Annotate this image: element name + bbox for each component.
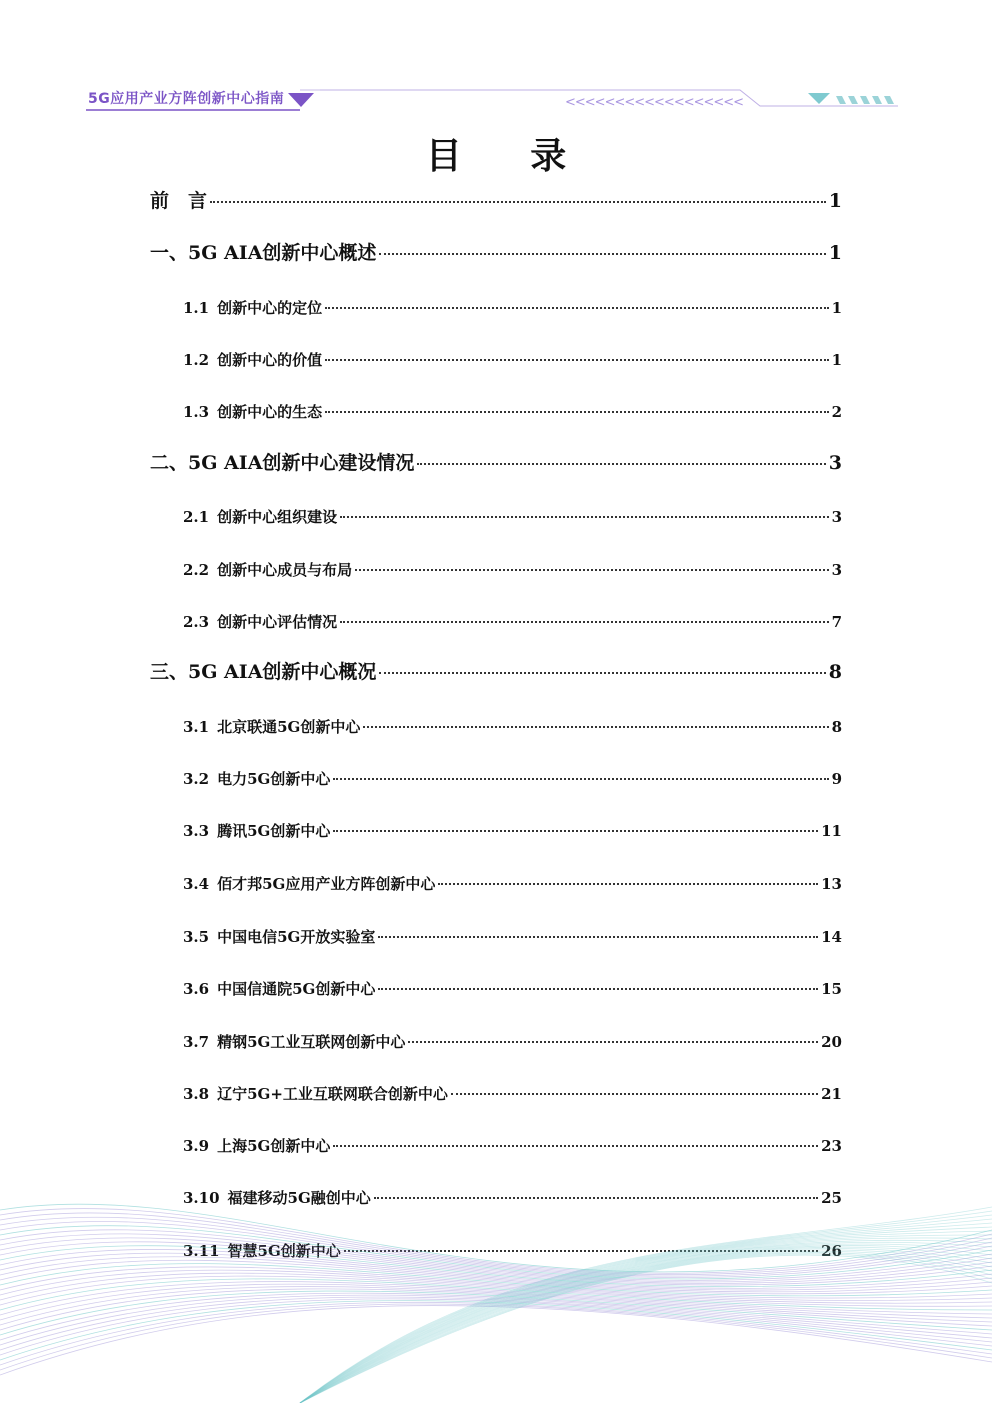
toc-dot-leader xyxy=(333,830,818,832)
toc-dot-leader xyxy=(325,307,828,309)
toc-dot-leader xyxy=(340,516,828,518)
toc-entry[interactable] xyxy=(183,297,842,318)
toc-entry-number: 3.6 xyxy=(183,980,210,998)
toc-entry[interactable] xyxy=(183,401,842,422)
toc-entry-page: 14 xyxy=(821,928,842,946)
toc-entry-page: 2 xyxy=(831,403,842,421)
toc-dot-leader xyxy=(340,621,828,623)
toc-dot-leader xyxy=(363,726,828,728)
triangle-icon-teal xyxy=(808,93,830,104)
toc-entry-page: 3 xyxy=(828,452,842,474)
wave-decoration xyxy=(0,1150,992,1403)
toc-entry-number: 3.1 xyxy=(183,718,210,736)
toc-entry-number: 3.10 xyxy=(183,1189,220,1207)
toc-entry-label: 上海5G创新中心 xyxy=(217,1137,331,1155)
toc-dot-leader xyxy=(379,253,825,255)
toc-dot-leader xyxy=(325,411,828,413)
toc-entry-label: 智慧5G创新中心 xyxy=(227,1242,341,1260)
toc-dot-leader xyxy=(379,672,825,674)
toc-title: 目 录 xyxy=(425,135,595,177)
toc-entry[interactable] xyxy=(183,820,842,841)
toc-entry-page: 9 xyxy=(831,770,842,788)
toc-entry-label: 三、5G AIA创新中心概况 xyxy=(150,661,377,683)
toc-entry-page: 15 xyxy=(821,980,842,998)
toc-dot-leader xyxy=(333,778,828,780)
toc-entry-number: 3.3 xyxy=(183,822,210,840)
toc-entry-page: 21 xyxy=(821,1085,842,1103)
toc-entry[interactable] xyxy=(150,238,842,265)
toc-entry[interactable] xyxy=(183,1031,842,1052)
toc-entry-label: 创新中心组织建设 xyxy=(217,508,338,526)
toc-entry-number: 3.8 xyxy=(183,1085,210,1103)
toc-entry[interactable] xyxy=(150,186,842,213)
toc-entry-page: 3 xyxy=(831,561,842,579)
toc-entry[interactable] xyxy=(150,657,842,684)
toc-entry-page: 1 xyxy=(828,190,842,212)
toc-dot-leader xyxy=(438,883,818,885)
toc-entry[interactable] xyxy=(183,978,842,999)
toc-entry-label: 创新中心的生态 xyxy=(217,403,323,421)
toc-entry-label: 精钢5G工业互联网创新中心 xyxy=(217,1033,406,1051)
toc-entry[interactable] xyxy=(183,506,842,527)
toc-entry-page: 11 xyxy=(821,822,842,840)
toc-entry-page: 1 xyxy=(831,351,842,369)
toc-dot-leader xyxy=(325,359,828,361)
wave-line xyxy=(0,1208,992,1273)
toc-entry-label: 二、5G AIA创新中心建设情况 xyxy=(150,452,415,474)
toc-entry-page: 1 xyxy=(831,299,842,317)
toc-entry-label: 创新中心的价值 xyxy=(217,351,323,369)
toc-entry-page: 25 xyxy=(821,1189,842,1207)
toc-entry-label: 创新中心的定位 xyxy=(217,299,323,317)
toc-entry-page: 23 xyxy=(821,1137,842,1155)
toc-entry[interactable] xyxy=(183,559,842,580)
toc-entry-label: 创新中心评估情况 xyxy=(217,613,338,631)
toc-dot-leader xyxy=(451,1093,818,1095)
toc-entry-label: 北京联通5G创新中心 xyxy=(217,718,361,736)
toc-entry-label: 福建移动5G融创中心 xyxy=(227,1189,371,1207)
toc-entry-number: 2.1 xyxy=(183,508,210,526)
toc-entry-label: 电力5G创新中心 xyxy=(217,770,331,788)
toc-dot-leader xyxy=(408,1041,818,1043)
toc-entry[interactable] xyxy=(183,1083,842,1104)
toc-entry-label: 辽宁5G+工业互联网联合创新中心 xyxy=(217,1085,448,1103)
toc-entry-page: 8 xyxy=(831,718,842,736)
toc-entry-label: 一、5G AIA创新中心概述 xyxy=(150,242,377,264)
toc-dot-leader xyxy=(378,988,818,990)
toc-entry-number: 3.5 xyxy=(183,928,210,946)
wave-line xyxy=(300,1251,992,1403)
toc-entry-page: 8 xyxy=(828,661,842,683)
toc-entry-number: 1.2 xyxy=(183,351,210,369)
toc-entry-number: 2.2 xyxy=(183,561,210,579)
toc-entry[interactable] xyxy=(183,768,842,789)
toc-entry[interactable] xyxy=(183,716,842,737)
chevron-row: <<<<<<<<<<<<<<<<<< xyxy=(565,95,744,110)
toc-entry-label: 腾讯5G创新中心 xyxy=(217,822,331,840)
toc-entry-number: 2.3 xyxy=(183,613,210,631)
toc-entry-page: 20 xyxy=(821,1033,842,1051)
toc-entry-number: 3.9 xyxy=(183,1137,210,1155)
toc-dot-leader xyxy=(378,936,818,938)
toc-entry-label: 创新中心成员与布局 xyxy=(217,561,353,579)
stripe-marks xyxy=(836,96,894,104)
toc-entry-number: 3.7 xyxy=(183,1033,210,1051)
toc-dot-leader xyxy=(355,569,828,571)
toc-entry-number: 3.4 xyxy=(183,875,210,893)
toc-entry[interactable] xyxy=(183,349,842,370)
toc-entry-number: 3.2 xyxy=(183,770,210,788)
toc-entry-label: 中国信通院5G创新中心 xyxy=(217,980,376,998)
toc-dot-leader xyxy=(333,1145,818,1147)
triangle-icon xyxy=(288,93,314,107)
page-header xyxy=(0,0,992,120)
toc-entry-number: 1.3 xyxy=(183,403,210,421)
toc-entry-page: 7 xyxy=(831,613,842,631)
toc-entry-number: 1.1 xyxy=(183,299,210,317)
toc-entry[interactable] xyxy=(183,873,842,894)
toc-entry[interactable] xyxy=(150,448,842,475)
toc-entry[interactable] xyxy=(183,926,842,947)
toc-entry-label: 前 言 xyxy=(150,190,208,212)
header-title: 5G应用产业方阵创新中心指南 xyxy=(88,91,285,107)
toc-entry-label: 佰才邦5G应用产业方阵创新中心 xyxy=(217,875,436,893)
toc-entry-page: 26 xyxy=(821,1242,842,1260)
toc-entry-page: 3 xyxy=(831,508,842,526)
toc-entry[interactable] xyxy=(183,611,842,632)
toc-entry-page: 1 xyxy=(828,242,842,264)
toc-entry-number: 3.11 xyxy=(183,1242,220,1260)
toc-dot-leader xyxy=(417,463,825,465)
toc-dot-leader xyxy=(210,201,826,203)
toc-entry-label: 中国电信5G开放实验室 xyxy=(217,928,376,946)
toc-entry-page: 13 xyxy=(821,875,842,893)
